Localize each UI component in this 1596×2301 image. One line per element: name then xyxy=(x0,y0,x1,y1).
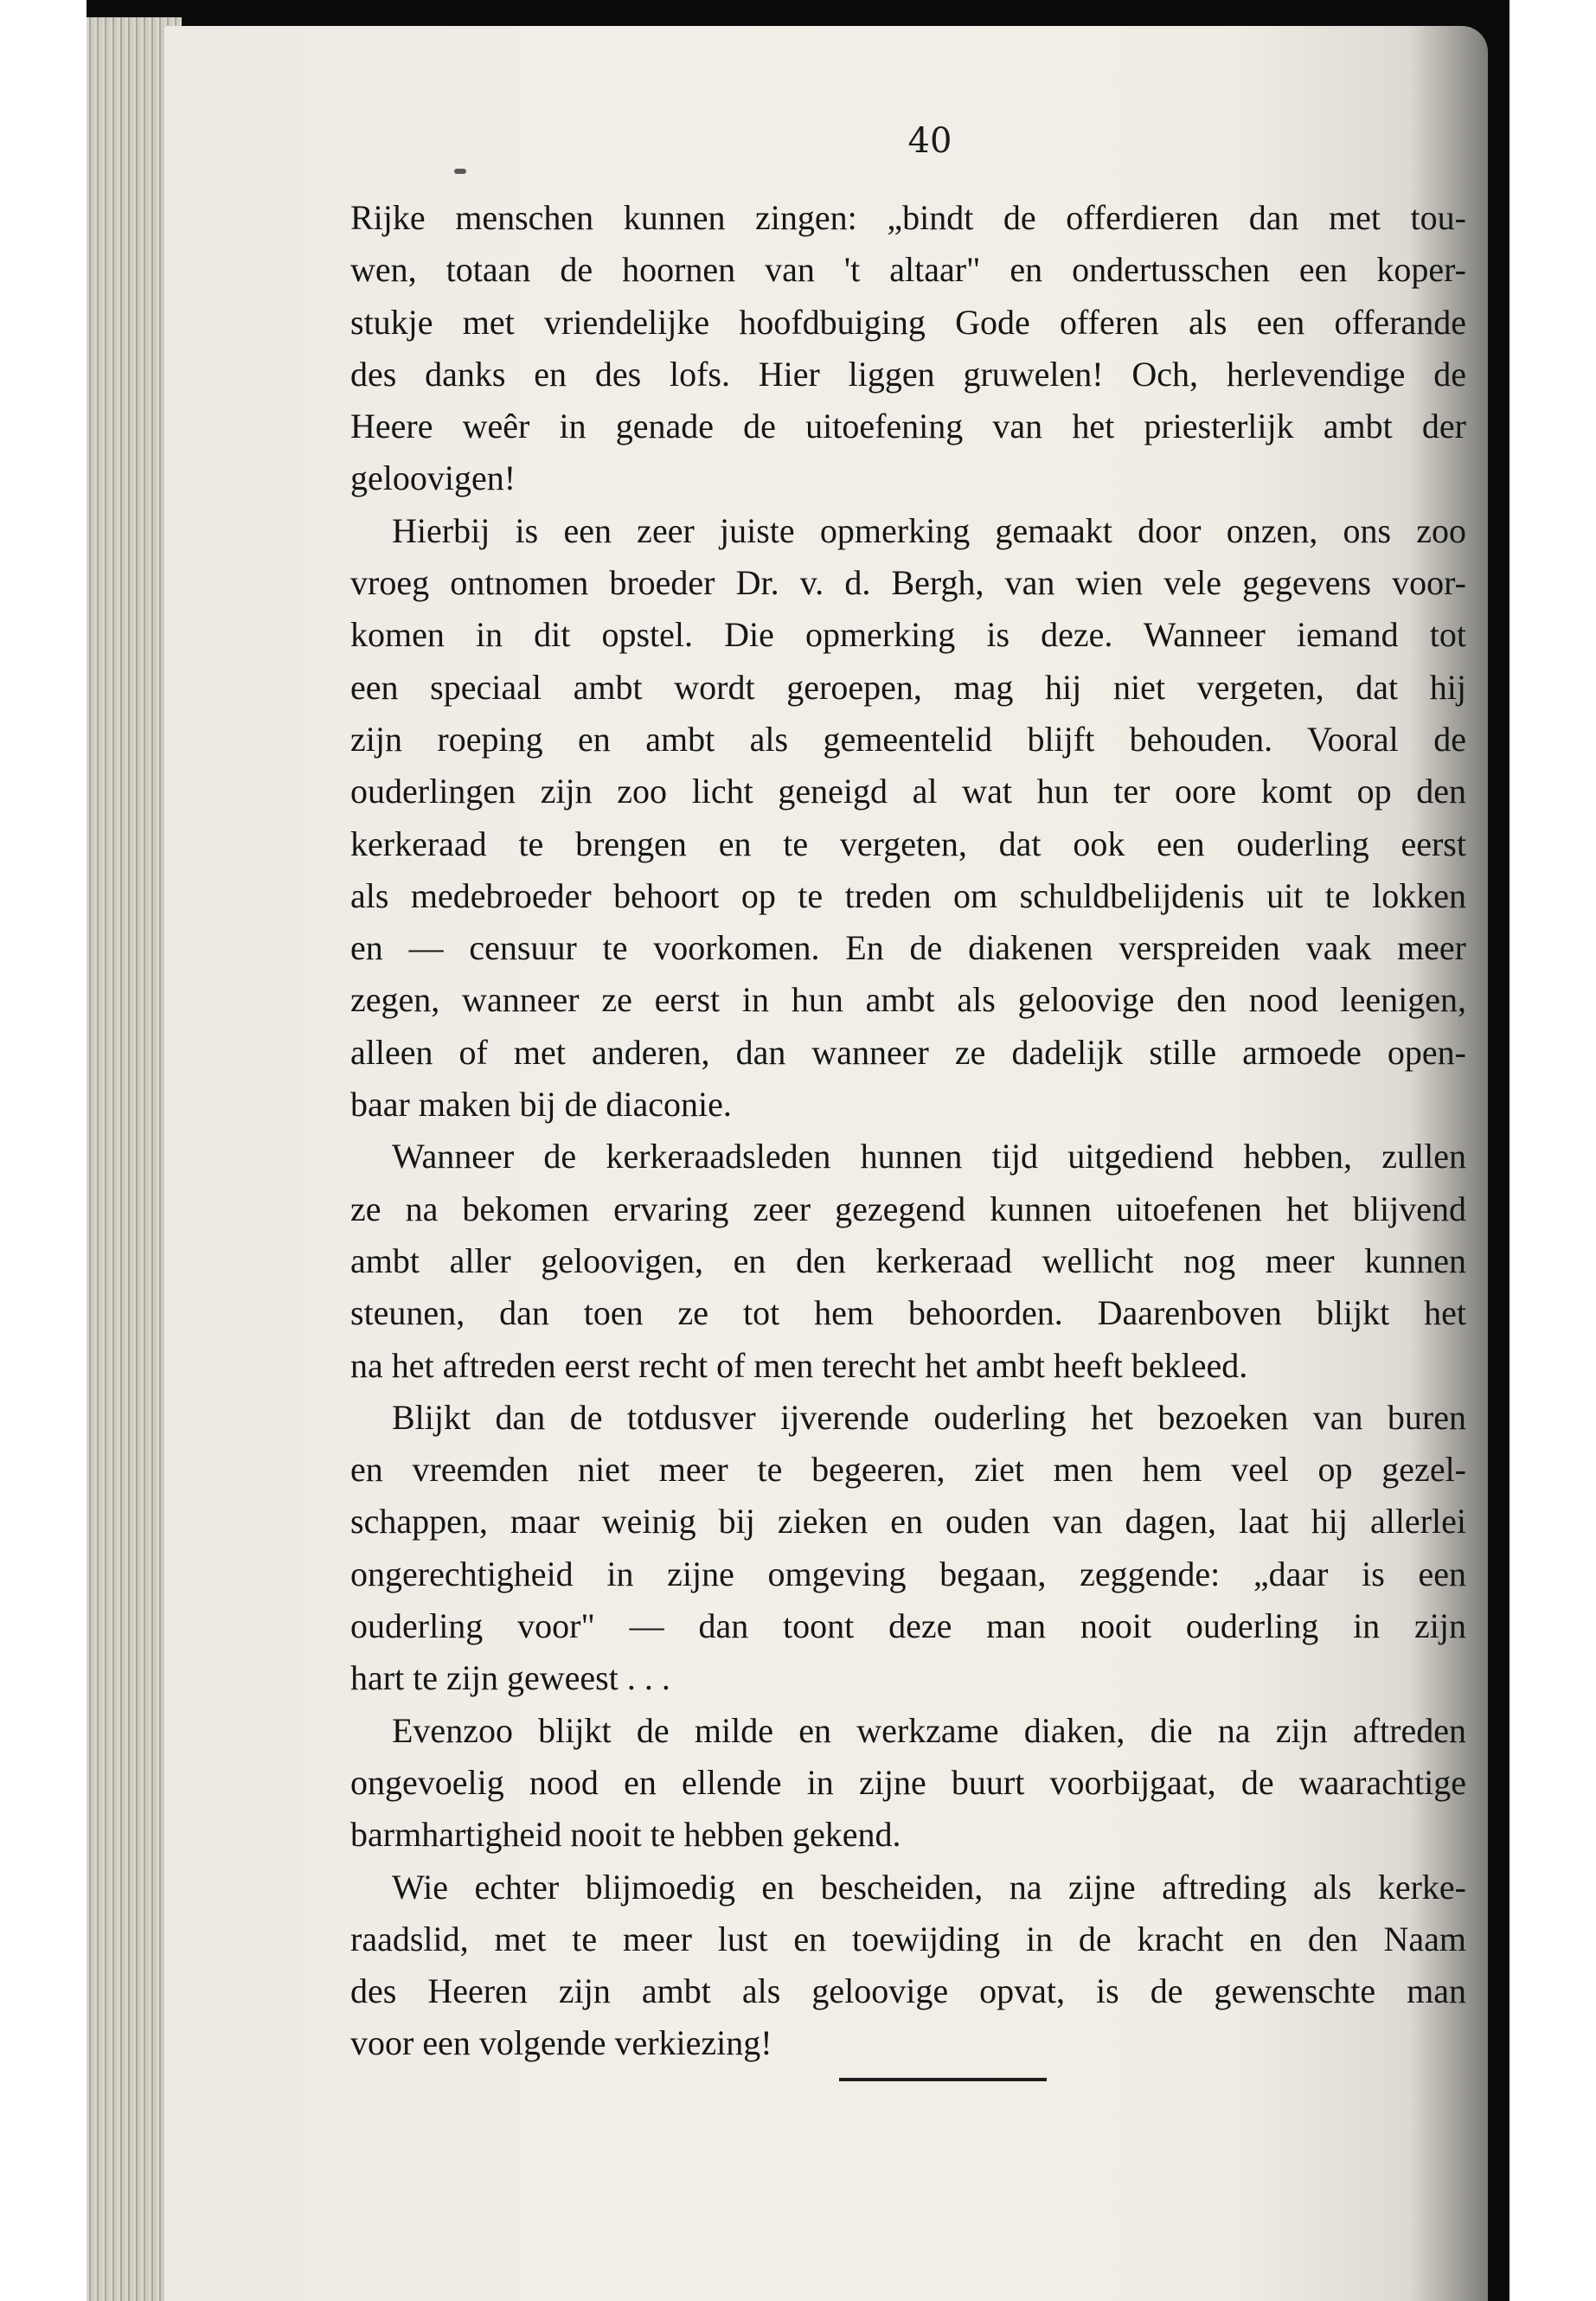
text-line: ze na bekomen ervaring zeer gezegend kunnen uitoefenen het blijvend xyxy=(350,1189,1466,1228)
text-line: Rijke menschen kunnen zingen: „bindt de offerdieren dan met tou- xyxy=(350,198,1466,237)
page-number: 40 xyxy=(907,121,952,161)
text-line: na het aftreden eerst recht of men terecht het ambt heeft bekleed. xyxy=(350,1345,1248,1385)
text-line: ouderlingen zijn zoo licht geneigd al wat hun ter oore komt op den xyxy=(350,772,1466,811)
text-line: en — censuur te voorkomen. En de diakenen verspreiden vaak meer xyxy=(350,928,1466,968)
section-end-rule xyxy=(839,2078,1047,2081)
text-line: kerkeraad te brengen en te vergeten, dat ook een ouderling eerst xyxy=(350,824,1466,863)
text-line: Wie echter blijmoedig en bescheiden, na zijne aftreding als kerke- xyxy=(392,1867,1466,1907)
text-line: en vreemden niet meer te begeeren, ziet men hem veel op gezel- xyxy=(350,1450,1466,1490)
text-line: steunen, dan toen ze tot hem behoorden. Daarenboven blijkt het xyxy=(350,1293,1466,1333)
text-line: als medebroeder behoort op te treden om schuldbelijdenis uit te lokken xyxy=(350,875,1466,915)
text-line: stukje met vriendelijke hoofdbuiging Gode offeren als een offerande xyxy=(350,302,1466,342)
text-line: baar maken bij de diaconie. xyxy=(350,1085,732,1125)
text-line: des danks en des lofs. Hier liggen gruwelen! Och, herlevendige de xyxy=(350,354,1466,394)
text-line: Blijkt dan de totdusver ijverende ouderling het bezoeken van buren xyxy=(392,1397,1466,1437)
text-line: Hierbij is een zeer juiste opmerking gemaakt door onzen, ons zoo xyxy=(392,510,1466,550)
text-line: een speciaal ambt wordt geroepen, mag hij niet vergeten, dat hij xyxy=(350,667,1466,707)
body-text xyxy=(350,192,1466,2070)
text-line: Wanneer de kerkeraadsleden hunnen tijd uitgediend hebben, zullen xyxy=(392,1137,1466,1176)
text-line: zegen, wanneer ze eerst in hun ambt als geloovige den nood leenigen, xyxy=(350,980,1466,1020)
text-line: vroeg ontnomen broeder Dr. v. d. Bergh, van wien vele gegevens voor- xyxy=(350,563,1466,603)
text-line: wen, totaan de hoornen van 't altaar" en ondertusschen een koper- xyxy=(350,250,1466,290)
text-line: zijn roeping en ambt als gemeentelid blijft behouden. Vooral de xyxy=(350,719,1466,759)
text-line: schappen, maar weinig bij zieken en ouden van dagen, laat hij allerlei xyxy=(350,1502,1466,1541)
text-line: voor een volgende verkiezing! xyxy=(350,2023,772,2063)
text-line: Evenzoo blijkt de milde en werkzame diaken, die na zijn aftreden xyxy=(392,1710,1466,1750)
text-line: ongevoelig nood en ellende in zijne buurt voorbijgaat, de waarachtige xyxy=(350,1762,1466,1802)
text-line: des Heeren zijn ambt als geloovige opvat, is de gewenschte man xyxy=(350,1971,1466,2011)
text-line: alleen of met anderen, dan wanneer ze dadelijk stille armoede open- xyxy=(350,1032,1466,1072)
text-line: raadslid, met te meer lust en toewijding in de kracht en den Naam xyxy=(350,1919,1466,1958)
text-line: ambt aller geloovigen, en den kerkeraad wellicht nog meer kunnen xyxy=(350,1240,1466,1280)
text-line: hart te zijn geweest . . . xyxy=(350,1658,670,1698)
text-line: komen in dit opstel. Die opmerking is deze. Wanneer iemand tot xyxy=(350,615,1466,655)
text-line: barmhartigheid nooit te hebben gekend. xyxy=(350,1815,901,1855)
text-line: ouderling voor" — dan toont deze man nooit ouderling in zijn xyxy=(350,1606,1466,1646)
text-line: ongerechtigheid in zijne omgeving begaan, zeggende: „daar is een xyxy=(350,1554,1466,1593)
text-line: Heere weêr in genade de uitoefening van het priesterlijk ambt der xyxy=(350,407,1466,446)
text-line: geloovigen! xyxy=(350,458,516,498)
ink-mark xyxy=(454,169,466,174)
